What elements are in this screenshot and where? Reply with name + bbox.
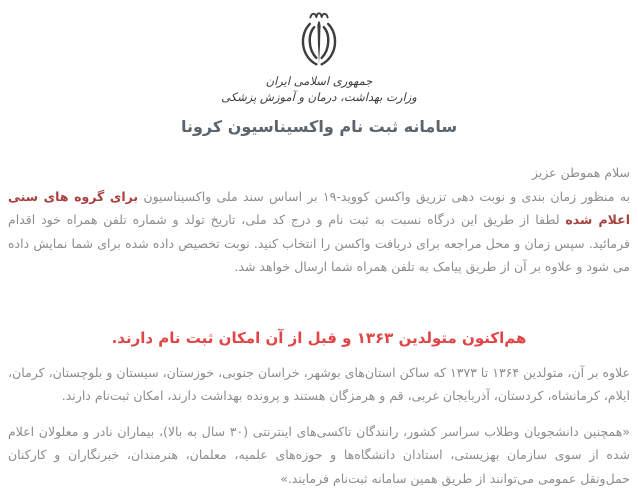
page-title: سامانه ثبت نام واکسیناسیون کرونا bbox=[0, 117, 638, 136]
intro-paragraph bbox=[8, 185, 630, 279]
intro-text-after: لطفا از طریق این درگاه نسبت به ثبت نام و درج کد ملی، تاریخ تولد و شماره تلفن همراه خود اقدام فرمائید. سپس زمان و محل مراجعه برای دریافت واکسن را انتخاب کنید. نوبت تخصیص داده شده برای شما نمایش داده می شود و علاوه بر آن از طریق پیامک به تلفن همراه شما ارسال خواهد شد. bbox=[8, 212, 630, 274]
provinces-paragraph: علاوه بر آن، متولدین ۱۳۶۴ تا ۱۳۷۳ که ساکن استان‌های بوشهر، خراسان جنوبی، خوزستان، سیستان و بلوچستان، کرمان، ایلام، کرمانشاه، کردستان، آذربایجان غربی، قم و هرمزگان هستند و پرونده بهداشت دارند، امکان ثبت‌نام دارند. bbox=[8, 361, 630, 408]
eligibility-notice: هم‌اکنون متولدین ۱۳۶۳ و قبل از آن امکان ثبت نام دارند. bbox=[8, 328, 630, 348]
eligible-groups-paragraph: «همچنین دانشجویان وطلاب سراسر کشور، رانندگان تاکسی‌های اینترنتی (۳۰ سال به بالا)، بیماران نادر و معلولان اعلام شده از سوی سازمان بهزیستی، استادان دانشگاه‌ها و حوزه‌های علمیه، معلمان، هنرمندان، خبرنگاران و کارکنان حمل‌ونقل عمومی می‌توانند از طریق همین سامانه ثبت‌نام فرمایند.» bbox=[8, 420, 630, 490]
greeting-text: سلام هموطن عزیز bbox=[8, 161, 630, 185]
government-name bbox=[0, 73, 638, 105]
gov-name-line1: جمهوری اسلامی ایران bbox=[0, 73, 638, 89]
main-content bbox=[0, 161, 638, 490]
age-groups-highlight: برای گروه های سنی اعلام شده bbox=[8, 189, 630, 228]
gov-name-line2: وزارت بهداشت، درمان و آموزش پزشکی bbox=[0, 89, 638, 105]
iran-national-emblem-icon bbox=[292, 11, 346, 67]
intro-text-before: به منظور زمان بندی و نوبت دهی تزریق واکسن کووید-۱۹ بر اساس سند ملی واکسیناسیون bbox=[138, 189, 630, 204]
site-header bbox=[0, 0, 638, 136]
